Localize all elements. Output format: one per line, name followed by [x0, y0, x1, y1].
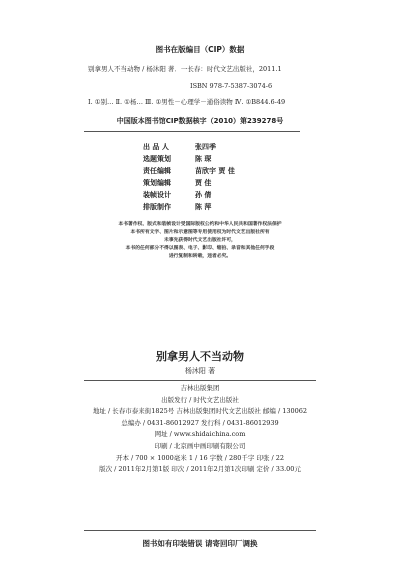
book-author: 杨沐阳 著 [184, 367, 216, 375]
notice-line: 未事先获得时代文艺出版社许可， [164, 238, 236, 243]
divider [84, 131, 300, 132]
notice-line: 本书所有文字、图片和示意图等专用使用权为时代文艺出版社所有 [130, 230, 270, 235]
credit-name: 孙 倩 [195, 191, 212, 199]
publication-line: 印刷 / 北京画中画印刷有限公司 [154, 441, 246, 450]
publication-line: 吉林出版集团 [180, 384, 220, 392]
copyright-notice [80, 221, 320, 261]
misprint-notice: 图书如有印装错误 请寄回印厂调换 [142, 539, 258, 548]
credit-name: 贾 佳 [195, 179, 212, 187]
credit-name: 张四季 [195, 143, 216, 151]
credit-row [143, 177, 235, 189]
publication-line: 版次 / 2011年2月第1版 印次 / 2011年2月第1次印刷 定价 / 33.00元 [99, 465, 301, 474]
book-title: 别拿男人不当动物 [156, 350, 244, 363]
credit-row [143, 165, 235, 177]
credit-role: 出 品 人 [143, 143, 169, 151]
credit-row [143, 153, 235, 165]
credit-role: 策划编辑 [143, 179, 171, 187]
credit-name: 苗欣宇 贾 佳 [195, 167, 235, 175]
credit-role: 装帧设计 [143, 191, 171, 199]
publication-line: 开本 / 700 × 1000毫米 1 / 16 字数 / 280千字 印张 / 22 [115, 453, 285, 462]
publication-line: 总编办 / 0431-86012927 发行科 / 0431-86012939 [121, 418, 279, 427]
notice-line: 本书的任何部分不得以图表、电子、影印、缩拍、录音和其他任何手段 [125, 246, 275, 251]
credit-row [143, 189, 235, 201]
notice-line: 本书著作权、版式和装帧设计受国际版权公约和中华人民共和国著作权法保护 [118, 222, 282, 227]
publication-info [0, 383, 400, 476]
publication-line: 出版发行 / 时代文艺出版社 [161, 395, 239, 404]
credits-list [143, 141, 235, 213]
credit-row [143, 201, 235, 213]
credit-role: 选题策划 [143, 155, 171, 163]
credit-name: 陈 琛 [195, 155, 212, 163]
credit-role: 责任编辑 [143, 167, 171, 175]
publication-line: 网址 / www.shidaichina.com [154, 430, 246, 439]
divider [84, 380, 316, 381]
cip-data-number: 中国版本图书馆CIP数据核字（2010）第239278号 [116, 117, 284, 125]
credit-name: 陈 萍 [195, 203, 212, 211]
cip-record-line: 别拿男人不当动物 / 杨沐阳 著．一长春：时代文艺出版社，2011.1 [88, 65, 282, 73]
notice-line: 进行复制和转载，违者必究。 [168, 254, 232, 259]
cip-classification: Ⅰ. ①别… Ⅱ. ①杨… Ⅲ. ①男性－心理学－通俗读物 Ⅳ. ①B844.6-49 [88, 98, 286, 106]
divider [84, 530, 316, 531]
cip-title: 图书在版编目（CIP）数据 [155, 45, 245, 54]
publication-line: 地址 / 长春市泰来街1825号 吉林出版集团时代文艺出版社 邮编 / 130062 [92, 407, 308, 416]
credit-role: 排版制作 [143, 203, 171, 211]
isbn: ISBN 978-7-5387-3074-6 [190, 82, 273, 90]
credit-row [143, 141, 235, 153]
